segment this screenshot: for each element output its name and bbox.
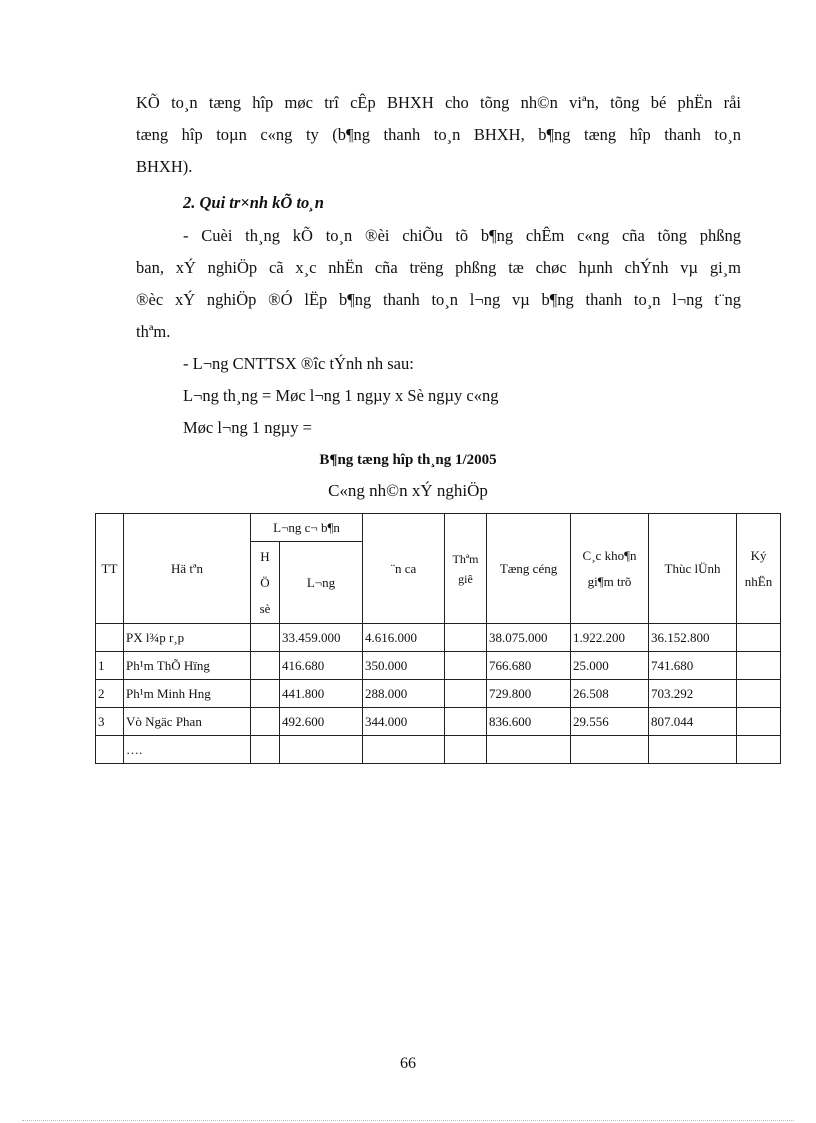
table-row: 3 Vò Ngäc Phan 492.600 344.000 836.600 29.556 807.044 <box>96 708 781 736</box>
formula-daily-wage: Møc l¬ng 1 ngµy = <box>183 418 312 437</box>
body-line-4: thªm. <box>136 322 171 341</box>
body-line-1: - Cuèi th¸ng kÕ to¸n ®èi chiÕu tõ b¶ng chÊm c«ng cña tõng phßng <box>183 226 741 245</box>
intro-line-2: tæng hîp toµn c«ng ty (b¶ng thanh to¸n BHXH, b¶ng tæng hîp thanh to¸n <box>136 125 741 144</box>
header-coefficient: H Ö sè <box>251 542 280 624</box>
formula-monthly-wage: L¬ng th¸ng = Møc l¬ng 1 ngµy x Sè ngµy c«ng <box>183 386 499 405</box>
body-line-2: ban, xÝ nghiÖp cã x¸c nhËn cña trëng phßng tæ chøc hµnh chÝnh vµ gi¸m <box>136 258 741 277</box>
page-bottom-divider <box>22 1120 794 1121</box>
intro-line-1: KÕ to¸n tæng hîp møc trî cÊp BHXH cho tõng nh©n viªn, tõng bé phËn råi <box>136 93 741 112</box>
payroll-table <box>95 513 781 764</box>
table-row: 2 Ph¹m Minh Hng 441.800 288.000 729.800 26.508 703.292 <box>96 680 781 708</box>
header-wage: L¬ng <box>280 542 363 624</box>
header-meal: ¨n ca <box>363 514 445 624</box>
table-title: B¶ng tæng hîp th¸ng 1/2005 <box>319 452 497 468</box>
body-line-3: ®èc xÝ nghiÖp ®Ó lËp b¶ng thanh to¸n l¬ng vµ b¶ng thanh to¸n l¬ng t¨ng <box>136 290 741 309</box>
table-row: …. <box>96 736 781 764</box>
table-subtitle: C«ng nh©n xÝ nghiÖp <box>328 481 488 500</box>
header-deductions: C¸c kho¶n gi¶m trõ <box>571 514 649 624</box>
wage-intro: - L¬ng CNTTSX ®îc tÝnh nh sau: <box>183 354 414 373</box>
header-net-pay: Thùc lÜnh <box>649 514 737 624</box>
header-name: Hä tªn <box>124 514 251 624</box>
section-heading: 2. Qui tr×nh kÕ to¸n <box>183 193 324 212</box>
table-row: 1 Ph¹m ThÕ Hïng 416.680 350.000 766.680 25.000 741.680 <box>96 652 781 680</box>
intro-line-3: BHXH). <box>136 157 193 176</box>
header-overtime: Thªm giê <box>445 514 487 624</box>
header-tt: TT <box>96 514 124 624</box>
page-number: 66 <box>400 1055 416 1072</box>
table-row: PX l¾p r¸p 33.459.000 4.616.000 38.075.000 1.922.200 36.152.800 <box>96 624 781 652</box>
header-base-wage: L¬ng c¬ b¶n <box>251 514 363 542</box>
header-signature: Ký nhËn <box>737 514 781 624</box>
header-total: Tæng céng <box>487 514 571 624</box>
